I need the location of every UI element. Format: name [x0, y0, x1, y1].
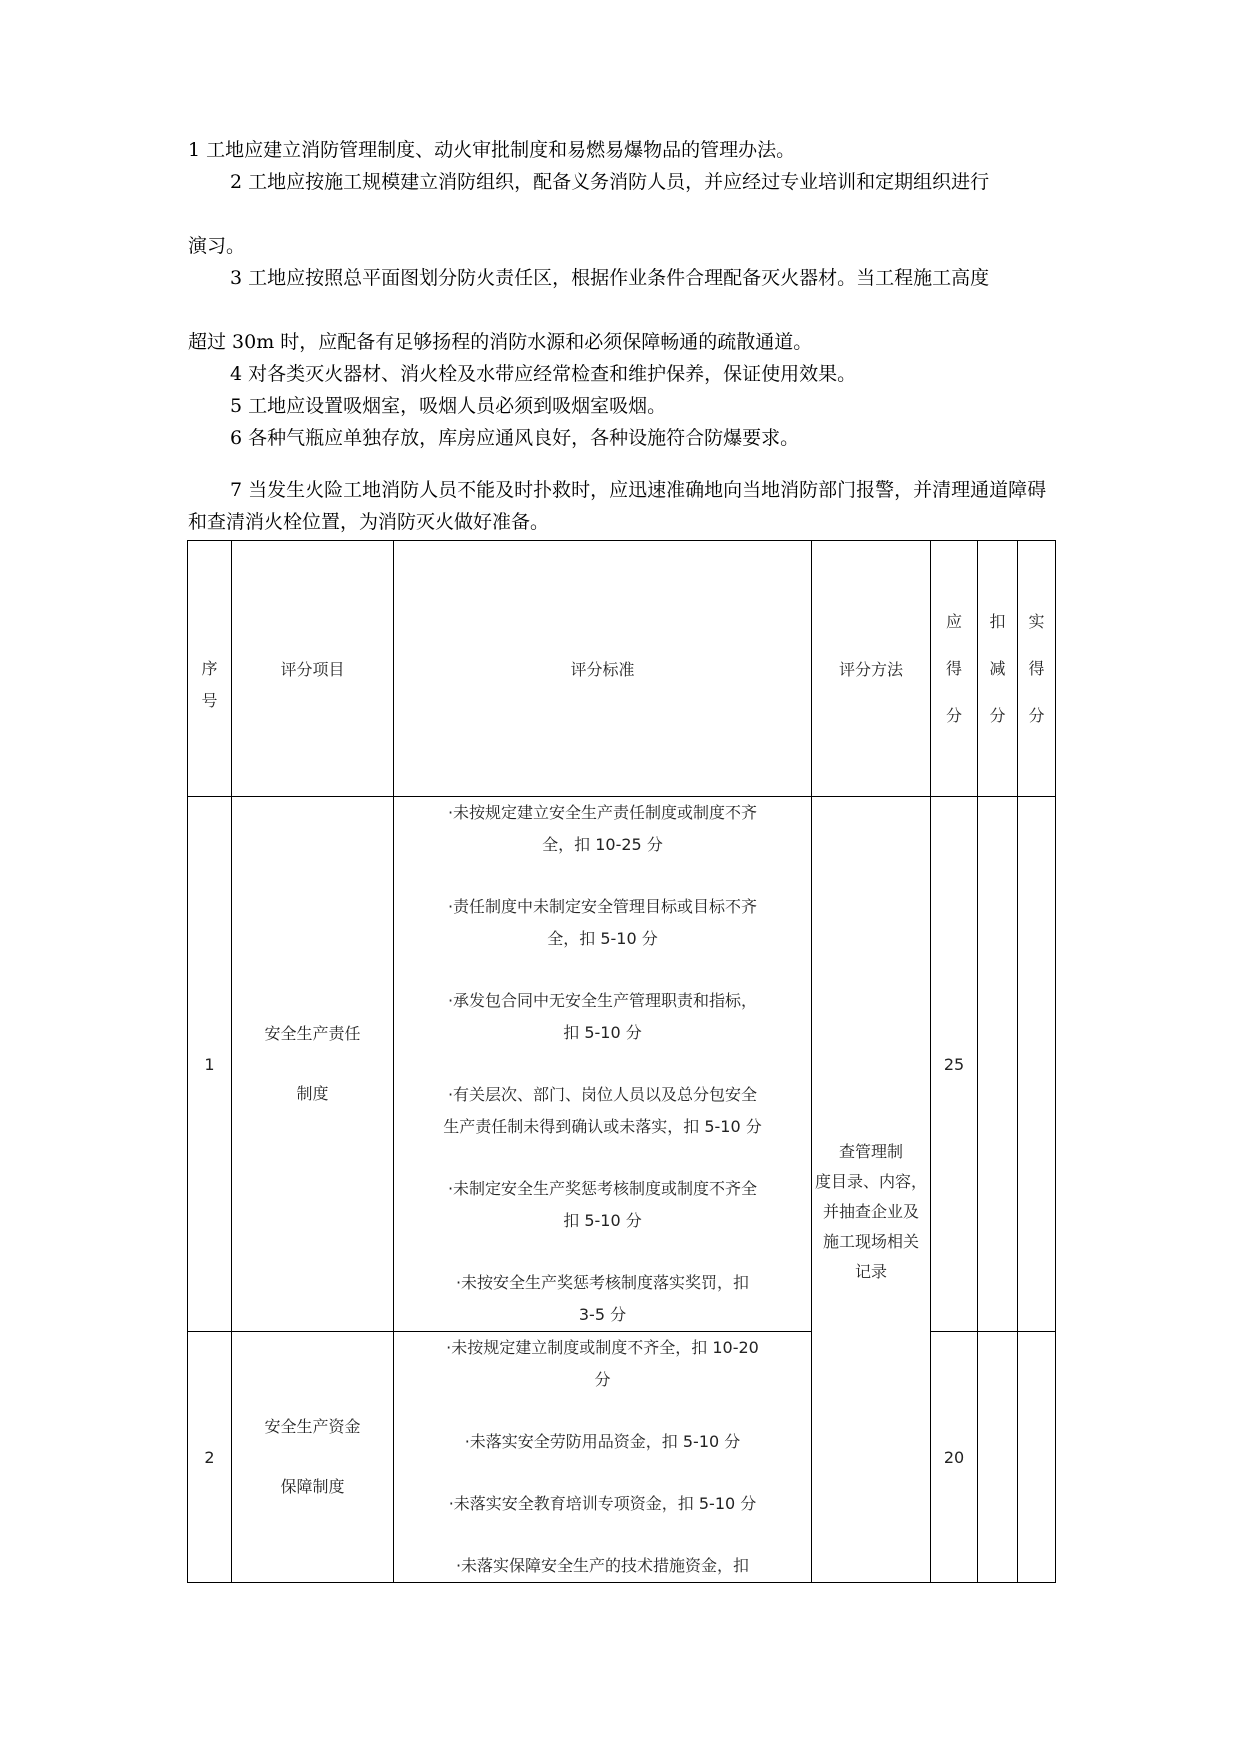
header-seq: 序 号	[188, 541, 232, 797]
header-row	[188, 541, 1056, 797]
row-1-score: 25	[931, 797, 978, 1332]
row-2-score: 20	[931, 1332, 978, 1583]
paragraph-5-text: 5 工地应设置吸烟室，吸烟人员必须到吸烟室吸烟。	[230, 395, 667, 417]
paragraph-6	[230, 422, 1100, 454]
criteria-item: ·未制定安全生产奖惩考核制度或制度不齐全 扣 5-10 分	[447, 1179, 758, 1230]
header-should-score: 应 得 分	[931, 541, 978, 797]
criteria-item: ·未落实安全劳防用品资金，扣 5-10 分	[464, 1432, 741, 1451]
paragraph-2-cont	[188, 230, 1058, 262]
header-item: 评分项目	[232, 541, 394, 797]
paragraph-7	[188, 474, 1056, 538]
header-deduct-score: 扣 减 分	[978, 541, 1018, 797]
row-2-actual	[1018, 1332, 1056, 1583]
row-2-seq: 2	[188, 1332, 232, 1583]
paragraph-3-cont	[188, 326, 1058, 358]
row-1-criteria	[394, 797, 812, 1332]
criteria-item: ·未落实安全教育培训专项资金，扣 5-10 分	[448, 1494, 757, 1513]
paragraph-6-text: 6 各种气瓶应单独存放，库房应通风良好，各种设施符合防爆要求。	[230, 427, 800, 449]
row-2-criteria	[394, 1332, 812, 1583]
paragraph-4-text: 4 对各类灭火器材、消火栓及水带应经常检查和维护保养，保证使用效果。	[230, 363, 857, 385]
paragraph-5	[230, 390, 1100, 422]
criteria-item: ·有关层次、部门、岗位人员以及总分包安全 生产责任制未得到确认或未落实，扣 5-10 分	[443, 1085, 762, 1136]
paragraph-2	[230, 166, 1100, 198]
method-cell: 查管理制 度目录、内容， 并抽查企业及 施工现场相关 记录	[812, 797, 931, 1583]
row-2-deduct	[978, 1332, 1018, 1583]
criteria-item: ·未落实保障安全生产的技术措施资金，扣	[455, 1556, 750, 1575]
row-1-seq: 1	[188, 797, 232, 1332]
header-method: 评分方法	[812, 541, 931, 797]
criteria-item: ·未按规定建立制度或制度不齐全，扣 10-20 分	[446, 1338, 759, 1389]
paragraph-3	[230, 262, 1100, 294]
header-standard: 评分标准	[394, 541, 812, 797]
scoring-table	[187, 540, 1056, 1583]
row-1-actual	[1018, 797, 1056, 1332]
paragraph-4	[230, 358, 1100, 390]
table-row	[188, 797, 1056, 1332]
criteria-item: ·责任制度中未制定安全管理目标或目标不齐 全，扣 5-10 分	[447, 897, 758, 948]
paragraph-3-text: 3 工地应按照总平面图划分防火责任区，根据作业条件合理配备灭火器材。当工程施工高度	[230, 267, 990, 289]
criteria-item: ·承发包合同中无安全生产管理职责和指标， 扣 5-10 分	[447, 991, 758, 1042]
criteria-item: ·未按安全生产奖惩考核制度落实奖罚，扣 3-5 分	[455, 1273, 750, 1324]
header-actual-score: 实 得 分	[1018, 541, 1056, 797]
paragraph-1	[188, 134, 1058, 166]
paragraph-2-cont-text: 演习。	[188, 235, 246, 257]
paragraph-2-text: 2 工地应按施工规模建立消防组织，配备义务消防人员，并应经过专业培训和定期组织进行	[230, 171, 990, 193]
criteria-item: ·未按规定建立安全生产责任制度或制度不齐 全，扣 10-25 分	[447, 803, 758, 854]
paragraph-7-text: 7 当发生火险工地消防人员不能及时扑救时，应迅速准确地向当地消防部门报警，并清理通道障碍和查清消火栓位置，为消防灭火做好准备。	[188, 479, 1047, 533]
paragraph-3-cont-text: 超过 30m 时，应配备有足够扬程的消防水源和必须保障畅通的疏散通道。	[188, 331, 813, 353]
paragraph-1-text: 1 工地应建立消防管理制度、动火审批制度和易燃易爆物品的管理办法。	[188, 139, 796, 161]
row-1-item: 安全生产责任 制度	[232, 797, 394, 1332]
row-1-deduct	[978, 797, 1018, 1332]
row-2-item: 安全生产资金 保障制度	[232, 1332, 394, 1583]
